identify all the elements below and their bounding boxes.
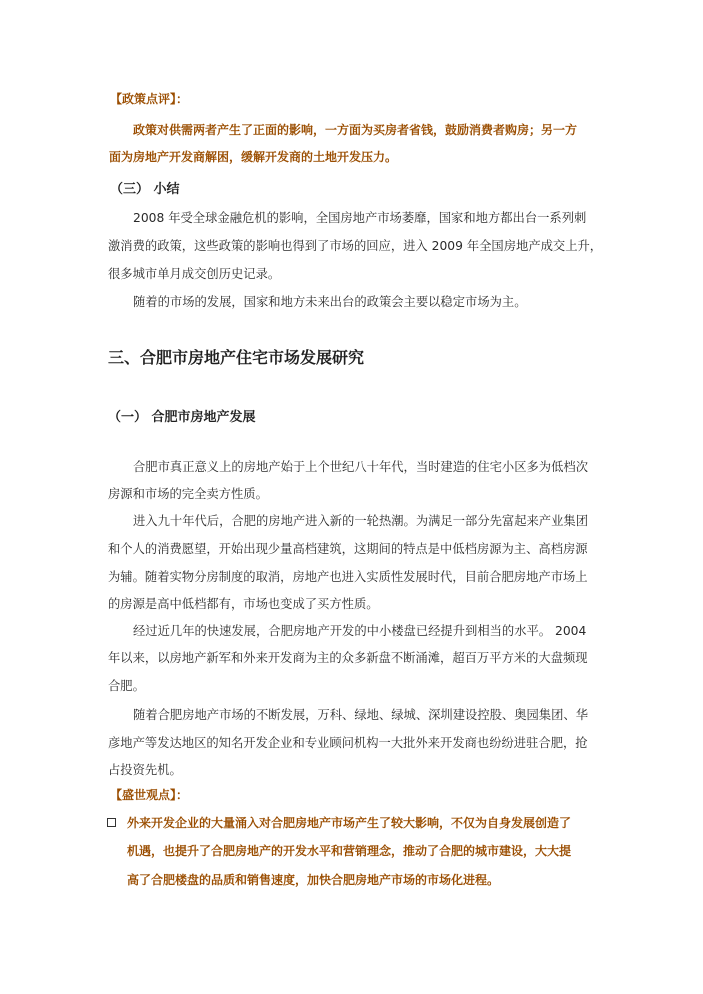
policy-comment-label: 【政策点评】： — [110, 92, 189, 106]
policy-comment-line-2: 面为房地产开发商解困，缓解开发商的土地开发压力。 — [109, 150, 398, 164]
policy-comment-line-1: 政策对供需两者产生了正面的影响，一方面为买房者省钱，鼓励消费者购房；另一方 — [133, 123, 578, 137]
p2-line-3: 为辅。随着实物分房制度的取消，房地产也进入实质性发展时代，目前合肥房地产市场上 — [108, 570, 588, 584]
view-label: 【盛世观点】： — [110, 788, 189, 802]
view-bullet-line-1: 外来开发企业的大量涌入对合肥房地产市场产生了较大影响，不仅为自身发展创造了 — [127, 816, 572, 830]
summary-line-1: 2008 年受全球金融危机的影响，全国房地产市场萎靡，国家和地方都出台一系列刺 — [133, 211, 587, 225]
bullet-box-icon — [107, 818, 116, 827]
p2-line-4: 的房源是高中低档都有，市场也变成了买方性质。 — [108, 597, 379, 611]
p2-line-2: 和个人的消费愿望，开始出现少量高档建筑，这期间的特点是中低档房源为主、高档房源 — [108, 542, 588, 556]
p3-line-3: 合肥。 — [108, 679, 145, 693]
p2-line-1: 进入九十年代后，合肥的房地产进入新的一轮热潮。为满足一部分先富起来产业集团 — [133, 514, 588, 528]
view-bullet-line-2: 机遇，也提升了合肥房地产的开发水平和营销理念，推动了合肥的城市建设，大大提 — [127, 844, 572, 858]
p1-line-1: 合肥市真正意义上的房地产始于上个世纪八十年代，当时建造的住宅小区多为低档次 — [133, 460, 588, 474]
summary-line-3: 很多城市单月成交创历史记录。 — [108, 267, 281, 281]
p4-line-2: 彦地产等发达地区的知名开发企业和专业顾问机构一大批外来开发商也纷纷进驻合肥，抢 — [108, 736, 588, 750]
summary-line-2: 激消费的政策，这些政策的影响也得到了市场的回应，进入 2009 年全国房地产成交上升， — [108, 239, 603, 253]
view-bullet-line-3: 高了合肥楼盘的品质和销售速度，加快合肥房地产市场的市场化进程。 — [127, 873, 500, 887]
p4-line-3: 占投资先机。 — [108, 763, 182, 777]
summary-heading: （三） 小结 — [110, 182, 180, 197]
p3-line-1: 经过近几年的快速发展，合肥房地产开发的中小楼盘已经提升到相当的水平。 2004 — [133, 624, 587, 638]
p1-line-2: 房源和市场的完全卖方性质。 — [108, 487, 268, 501]
section-heading: 三、合肥市房地产住宅市场发展研究 — [108, 348, 365, 367]
subsection-heading: （一） 合肥市房地产发展 — [108, 410, 256, 425]
p3-line-2: 年以来，以房地产新军和外来开发商为主的众多新盘不断涌滩，超百万平方米的大盘频现 — [108, 651, 588, 665]
summary-line-4: 随着的市场的发展，国家和地方未来出台的政策会主要以稳定市场为主。 — [133, 295, 527, 309]
p4-line-1: 随着合肥房地产市场的不断发展，万科、绿地、绿城、深圳建设控股、奥园集团、华 — [133, 708, 588, 722]
